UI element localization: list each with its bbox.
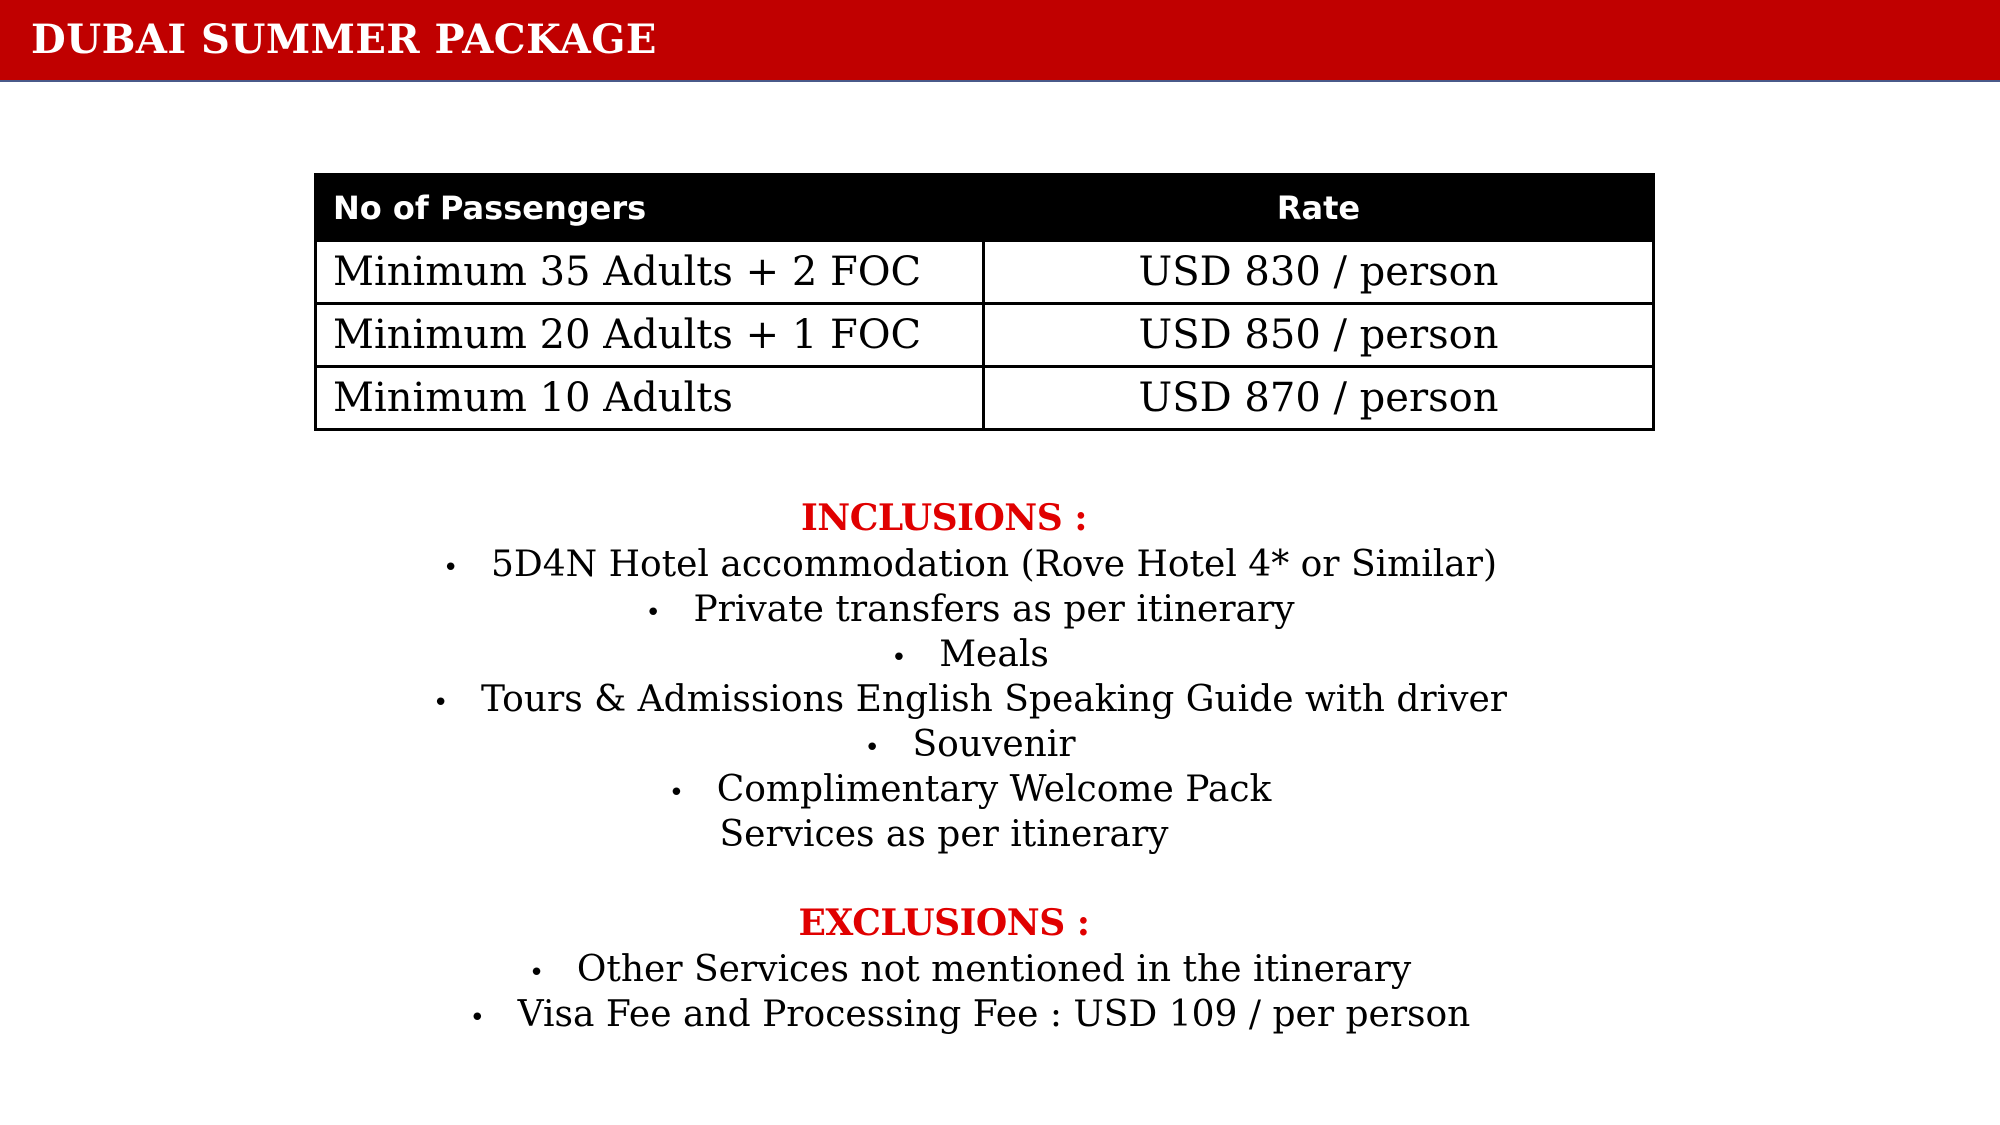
inclusions-heading: INCLUSIONS : — [800, 497, 1088, 539]
bullet-icon: • — [432, 688, 449, 718]
bullet-icon: • — [645, 598, 661, 628]
bullet-icon: • — [668, 778, 685, 808]
bullet-icon: • — [891, 643, 907, 673]
bullet-icon: • — [528, 958, 545, 988]
list-item: • Complimentary Welcome Pack — [0, 767, 1940, 812]
list-item: • Meals — [0, 632, 1940, 677]
bullet-icon: • — [469, 1003, 485, 1033]
inclusions-trailing-line: Services as per itinerary — [719, 814, 1169, 855]
column-header-passengers: No of Passengers — [316, 175, 984, 241]
table-row — [316, 304, 1654, 367]
table-row — [316, 241, 1654, 304]
inclusions-list — [0, 542, 1940, 812]
list-item: • Other Services not mentioned in the itinerary — [0, 947, 1940, 992]
header-bar — [0, 0, 2000, 82]
rate-cell: USD 830 / person — [984, 241, 1654, 304]
table-header-row — [316, 175, 1654, 241]
bullet-icon: • — [442, 553, 459, 583]
list-item: • Souvenir — [0, 722, 1940, 767]
column-header-rate: Rate — [984, 175, 1654, 241]
bullet-icon: • — [864, 733, 880, 763]
table-row — [316, 367, 1654, 430]
list-item: • Private transfers as per itinerary — [0, 587, 1940, 632]
passengers-cell: Minimum 20 Adults + 1 FOC — [316, 304, 984, 367]
list-item: • Tours & Admissions English Speaking Guide with driver — [0, 677, 1940, 722]
rate-cell: USD 870 / person — [984, 367, 1654, 430]
list-item: • Visa Fee and Processing Fee : USD 109 / per person — [0, 992, 1940, 1037]
list-item: • 5D4N Hotel accommodation (Rove Hotel 4* or Similar) — [0, 542, 1940, 587]
page-title: DUBAI SUMMER PACKAGE — [31, 16, 657, 63]
exclusions-heading: EXCLUSIONS : — [798, 902, 1090, 944]
exclusions-list — [0, 947, 1940, 1037]
passengers-cell: Minimum 10 Adults — [316, 367, 984, 430]
passengers-cell: Minimum 35 Adults + 2 FOC — [316, 241, 984, 304]
rate-cell: USD 850 / person — [984, 304, 1654, 367]
rates-table — [314, 173, 1655, 431]
